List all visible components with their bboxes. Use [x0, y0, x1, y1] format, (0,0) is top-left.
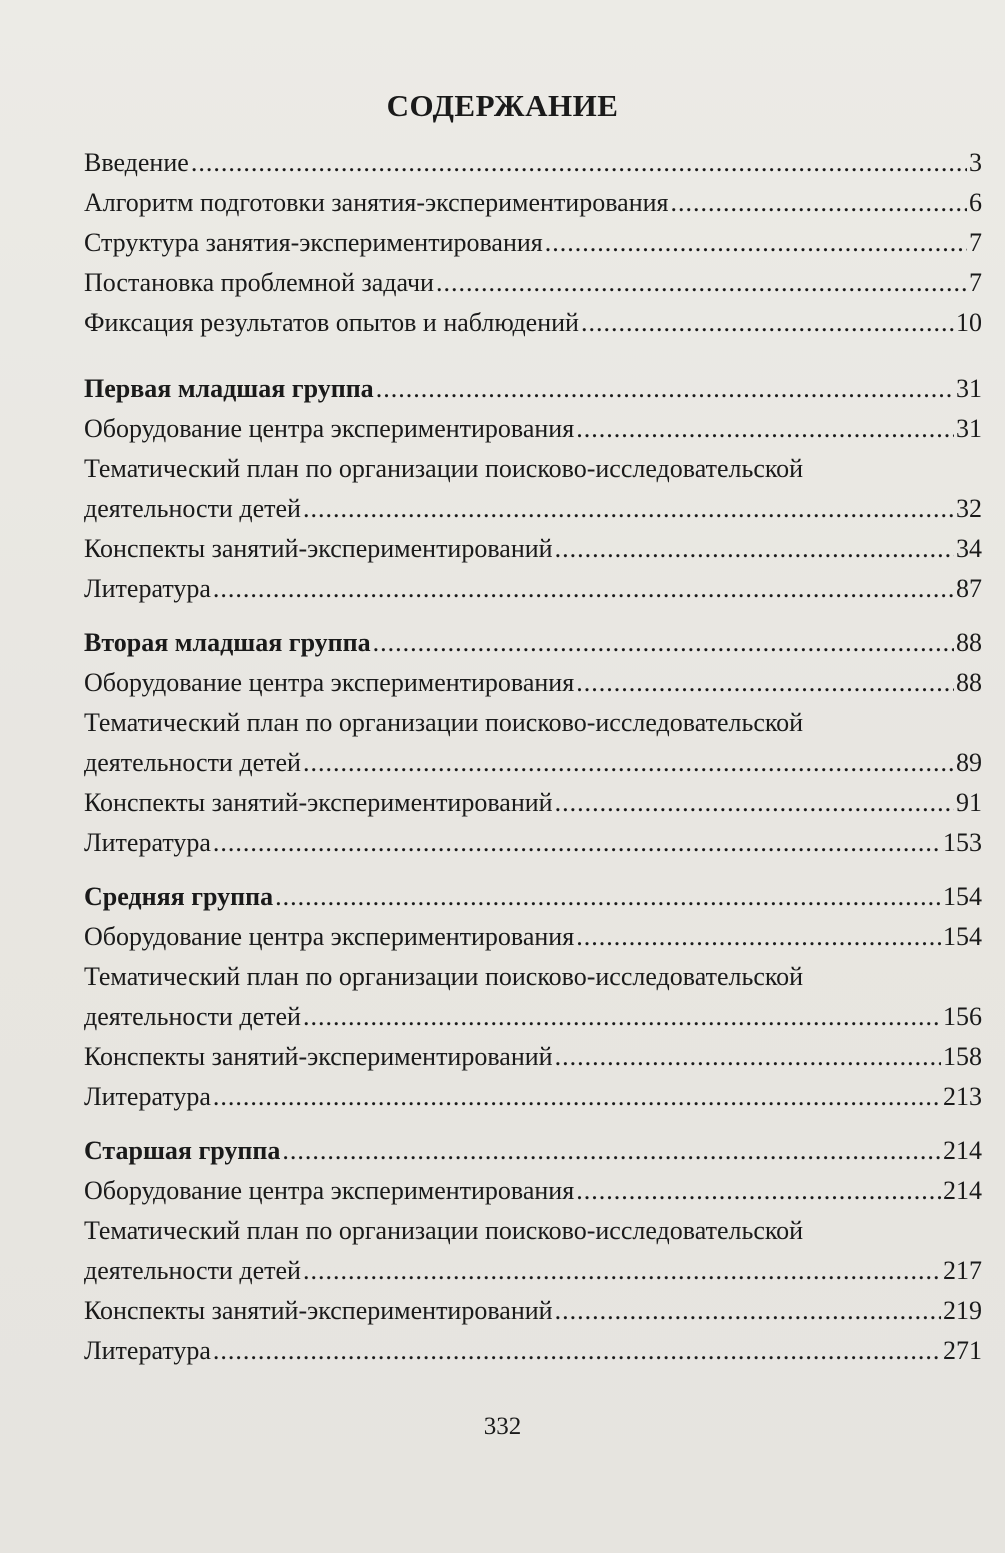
dot-leader: [555, 1037, 941, 1077]
toc-entry-first-line: Тематический план по организации поисково-исследовательской: [84, 454, 804, 483]
toc-entry-page: 32: [956, 494, 982, 523]
toc-entry-label: деятельности детей: [84, 1002, 301, 1031]
toc-entry: [84, 529, 982, 569]
toc-entry-page: 87: [956, 574, 982, 603]
toc-entry-label: деятельности детей: [84, 1256, 301, 1285]
toc-entry: [84, 1077, 982, 1117]
dot-leader: [282, 1131, 941, 1171]
toc-entry-page: 88: [956, 668, 982, 697]
toc-entry-first-line: Тематический план по организации поисково-исследовательской: [84, 708, 804, 737]
dot-leader: [213, 1331, 941, 1371]
toc-entry-label: Оборудование центра экспериментирования: [84, 414, 575, 443]
toc-entry: [84, 489, 982, 529]
dot-leader: [373, 623, 954, 663]
dot-leader: [191, 143, 967, 183]
toc-entry: [84, 997, 982, 1037]
dot-leader: [275, 877, 941, 917]
toc-entry: [84, 1037, 982, 1077]
toc-entry-page: 31: [956, 414, 982, 443]
toc-entry: [84, 823, 982, 863]
toc-entry-page: 219: [943, 1296, 982, 1325]
dot-leader: [555, 529, 954, 569]
section-gap: [84, 1117, 982, 1131]
dot-leader: [545, 223, 967, 263]
toc-entry-label: Постановка проблемной задачи: [84, 268, 434, 297]
toc-entry: [84, 1331, 982, 1371]
toc-entry-label: Структура занятия-экспериментирования: [84, 228, 543, 257]
toc-entry-label: Введение: [84, 148, 189, 177]
toc-entry-page: 214: [943, 1176, 982, 1205]
dot-leader: [213, 823, 941, 863]
toc-entry: [84, 223, 982, 263]
toc-entry-label: Литература: [84, 828, 211, 857]
toc-entry-label: Литература: [84, 1082, 211, 1111]
toc-entry: [84, 409, 982, 449]
toc-section-heading: [84, 623, 982, 663]
toc-entry: [84, 143, 982, 183]
toc-entry-label: Конспекты занятий-экспериментирований: [84, 1296, 553, 1325]
section-gap: [84, 863, 982, 877]
toc-entry: [84, 263, 982, 303]
toc-entry-label: Конспекты занятий-экспериментирований: [84, 534, 553, 563]
toc-entry-page: 89: [956, 748, 982, 777]
section-heading-label: Старшая группа: [84, 1136, 281, 1165]
toc-entry-label: Конспекты занятий-экспериментирований: [84, 1042, 553, 1071]
toc-entry-label: деятельности детей: [84, 748, 301, 777]
dot-leader: [576, 409, 954, 449]
toc-entry-page: 213: [943, 1082, 982, 1111]
toc-entry-first-line: Тематический план по организации поисково-исследовательской: [84, 1216, 804, 1245]
toc-entry-label: Литература: [84, 574, 211, 603]
dot-leader: [576, 663, 954, 703]
toc-entry: [84, 783, 982, 823]
dot-leader: [303, 743, 954, 783]
table-of-contents: [84, 143, 982, 1371]
toc-entry-page: 7: [969, 228, 982, 257]
toc-entry: [84, 743, 982, 783]
section-heading-label: Средняя группа: [84, 882, 274, 911]
toc-entry: [84, 1291, 982, 1331]
toc-entry-page: 3: [969, 148, 982, 177]
toc-entry-label: деятельности детей: [84, 494, 301, 523]
section-heading-page: 154: [943, 882, 982, 911]
dot-leader: [436, 263, 967, 303]
section-heading-page: 214: [943, 1136, 982, 1165]
toc-entry-page: 10: [956, 308, 982, 337]
toc-entry-label: Оборудование центра экспериментирования: [84, 922, 575, 951]
dot-leader: [576, 1171, 941, 1211]
toc-entry-label: Оборудование центра экспериментирования: [84, 1176, 575, 1205]
toc-entry-page: 34: [956, 534, 982, 563]
page-number: 332: [483, 1413, 522, 1440]
toc-entry-label: Конспекты занятий-экспериментирований: [84, 788, 553, 817]
section-heading-page: 31: [956, 374, 982, 403]
toc-entry-label: Литература: [84, 1336, 211, 1365]
dot-leader: [303, 489, 954, 529]
toc-entry: [84, 183, 982, 223]
dot-leader: [670, 183, 967, 223]
toc-entry: [84, 1171, 982, 1211]
toc-section-heading: [84, 877, 982, 917]
toc-section-heading: [84, 1131, 982, 1171]
toc-entry-page: 156: [943, 1002, 982, 1031]
section-gap: [84, 343, 982, 369]
dot-leader: [576, 917, 941, 957]
dot-leader: [376, 369, 954, 409]
toc-entry-label: Алгоритм подготовки занятия-экспериментирования: [84, 188, 669, 217]
section-heading-label: Вторая младшая группа: [84, 628, 371, 657]
dot-leader: [213, 1077, 941, 1117]
toc-entry: [84, 917, 982, 957]
dot-leader: [303, 1251, 941, 1291]
toc-entry-page: 6: [969, 188, 982, 217]
toc-entry-page: 7: [969, 268, 982, 297]
toc-section-heading: [84, 369, 982, 409]
dot-leader: [555, 1291, 941, 1331]
toc-entry-page: 158: [943, 1042, 982, 1071]
dot-leader: [213, 569, 954, 609]
toc-entry-label: Фиксация результатов опытов и наблюдений: [84, 308, 579, 337]
toc-entry-first-line: Тематический план по организации поисково-исследовательской: [84, 962, 804, 991]
toc-entry-page: 217: [943, 1256, 982, 1285]
section-gap: [84, 609, 982, 623]
toc-entry-page: 91: [956, 788, 982, 817]
toc-entry-page: 154: [943, 922, 982, 951]
toc-entry-page: 271: [943, 1336, 982, 1365]
toc-entry: [84, 1251, 982, 1291]
toc-entry: [84, 303, 982, 343]
page-title: СОДЕРЖАНИЕ: [386, 88, 619, 123]
toc-entry-label: Оборудование центра экспериментирования: [84, 668, 575, 697]
toc-entry: [84, 569, 982, 609]
dot-leader: [555, 783, 954, 823]
dot-leader: [303, 997, 941, 1037]
toc-entry-page: 153: [943, 828, 982, 857]
section-heading-label: Первая младшая группа: [84, 374, 374, 403]
toc-entry: [84, 663, 982, 703]
dot-leader: [581, 303, 954, 343]
section-heading-page: 88: [956, 628, 982, 657]
